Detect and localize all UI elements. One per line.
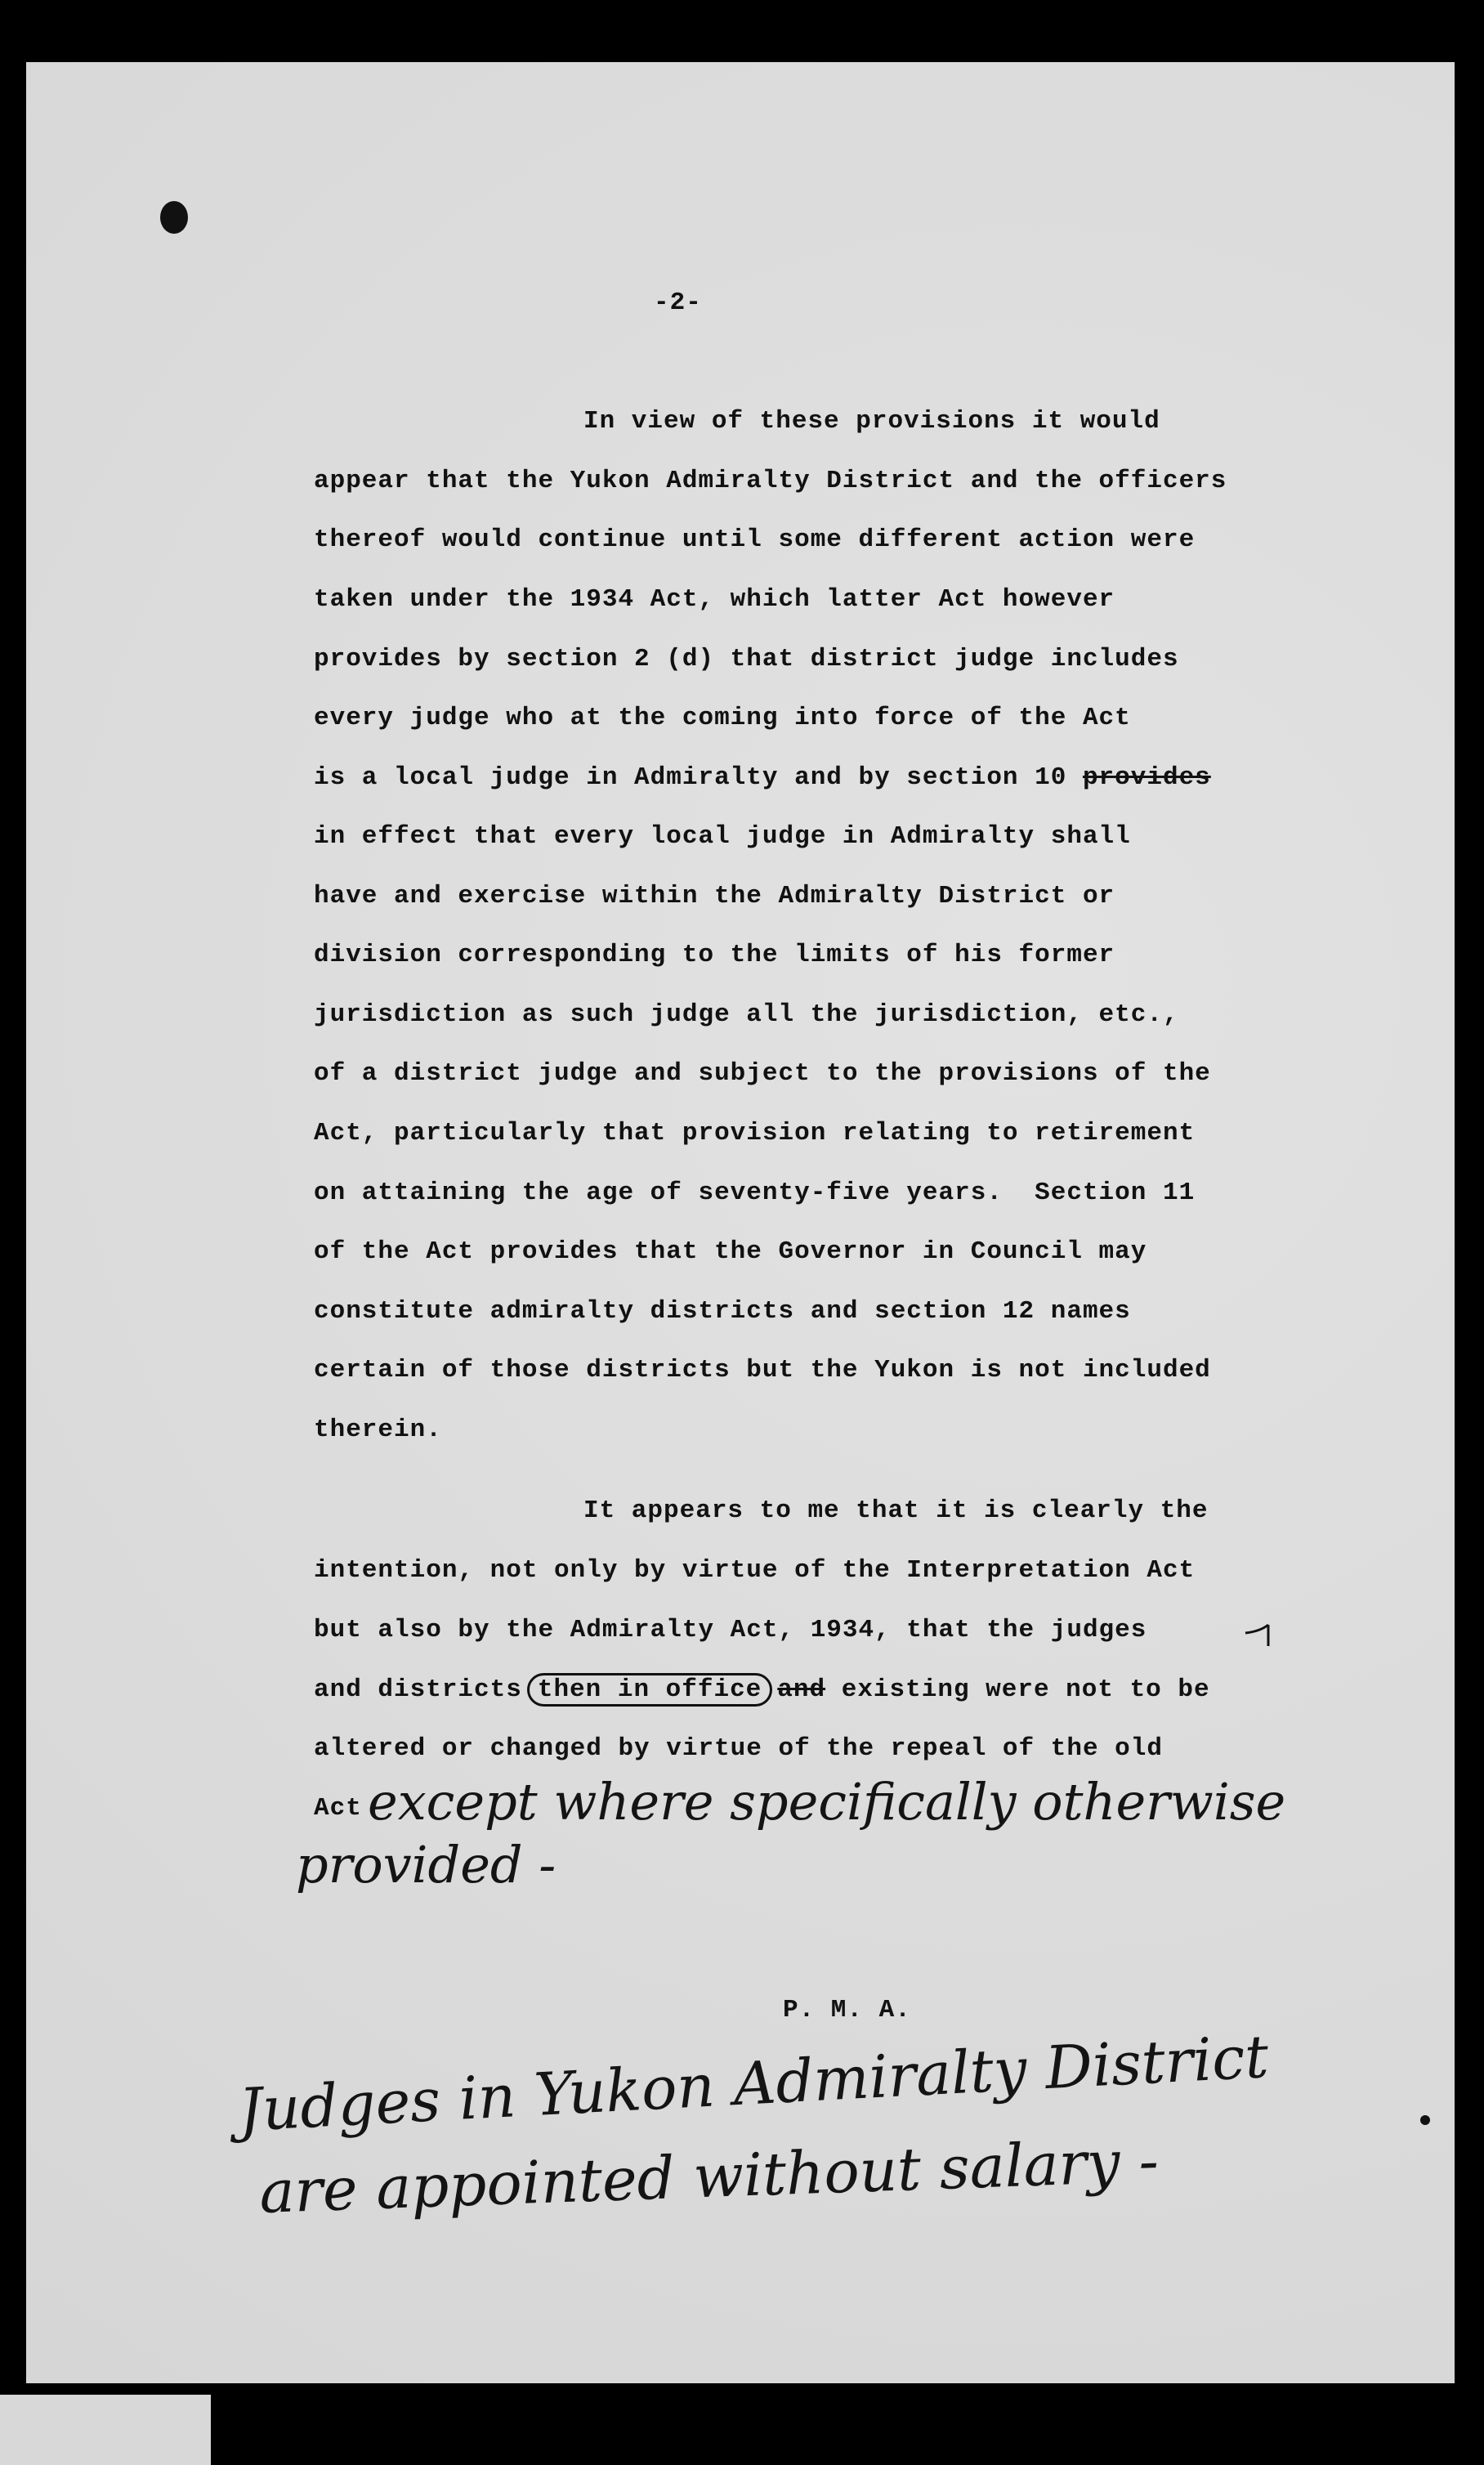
paragraph-1-line: provides by section 2 (d) that district judge includes [314, 645, 1179, 673]
paragraph-2-line: altered or changed by virtue of the repeal of the old [314, 1734, 1163, 1763]
paragraph-2-line-text: existing were not to be [841, 1675, 1210, 1704]
paragraph-1-line: constitute admiralty districts and section 12 names [314, 1297, 1131, 1326]
paragraph-1-line: Act, particularly that provision relating to retirement [314, 1119, 1196, 1148]
paragraph-1-line: in effect that every local judge in Admiralty shall [314, 822, 1131, 851]
ink-dot [1420, 2115, 1430, 2125]
paragraph-1-line: jurisdiction as such judge all the jurisdiction, etc., [314, 1000, 1179, 1029]
paragraph-1-line-text: is a local judge in Admiralty and by section 10 [314, 763, 1067, 792]
struck-word: provides [1082, 763, 1211, 792]
page-number: -2- [654, 289, 702, 317]
paragraph-1-line: of the Act provides that the Governor in Council may [314, 1237, 1147, 1266]
paragraph-2-line: Act [314, 1794, 362, 1823]
paragraph-1-line: therein. [314, 1416, 442, 1444]
handwritten-note: are appointed without salary - [258, 2126, 1160, 2226]
paragraph-1-line [314, 763, 1211, 792]
paragraph-2-line: but also by the Admiralty Act, 1934, that the judges [314, 1616, 1147, 1644]
struck-word: and [777, 1675, 826, 1704]
paragraph-1-line: every judge who at the coming into force of the Act [314, 704, 1131, 732]
handwritten-insertion: provided - [296, 1835, 556, 1895]
paragraph-1-line: In view of these provisions it would [583, 407, 1160, 436]
signature-initials: P. M. A. [783, 1996, 911, 2024]
paragraph-1-line: have and exercise within the Admiralty District or [314, 882, 1115, 910]
paragraph-2-line: It appears to me that it is clearly the [583, 1496, 1209, 1525]
handwritten-insertion: except where specifically otherwise [368, 1772, 1286, 1832]
paragraph-1-line: thereof would continue until some different action were [314, 526, 1196, 554]
paragraph-2-line [314, 1675, 1210, 1704]
paragraph-1-line: certain of those districts but the Yukon is not included [314, 1356, 1211, 1385]
paragraph-1-line: taken under the 1934 Act, which latter Act however [314, 585, 1115, 614]
ink-blot [160, 201, 188, 234]
paragraph-1-line: appear that the Yukon Admiralty District and the officers [314, 467, 1227, 495]
paragraph-1-line: division corresponding to the limits of his former [314, 941, 1115, 969]
paragraph-1-line: on attaining the age of seventy-five years. Section 11 [314, 1179, 1196, 1207]
film-corner-patch [0, 2395, 211, 2465]
paragraph-1-line: of a district judge and subject to the provisions of the [314, 1059, 1211, 1088]
handwritten-note: Judges in Yukon Admiralty District [237, 2021, 1271, 2145]
paragraph-2-line-text: and districts [314, 1675, 522, 1704]
paragraph-2-line: intention, not only by virtue of the Interpretation Act [314, 1556, 1196, 1585]
insertion-caret-icon [1244, 1622, 1276, 1649]
circled-phrase: then in office [527, 1673, 772, 1707]
